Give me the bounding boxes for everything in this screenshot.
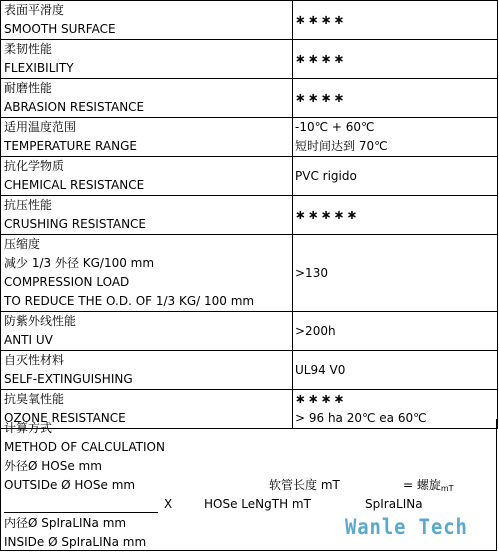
property-name-cn: 抗臭氧性能	[4, 392, 65, 406]
table-row	[1, 1, 498, 40]
property-label-cell	[1, 312, 293, 351]
property-value: PVC rigido	[295, 168, 357, 183]
table-row	[1, 312, 498, 351]
property-name-en: OZONE RESISTANCE	[4, 411, 126, 425]
property-name-en: CRUSHING RESISTANCE	[4, 217, 147, 231]
property-name-cn: 防紫外线性能	[4, 314, 77, 328]
property-subname-en: TO REDUCE THE O.D. OF 1/3 KG/ 100 mm	[4, 294, 255, 308]
table-row	[1, 351, 498, 390]
rating-stars: ∗∗∗∗	[295, 12, 347, 28]
property-name-cn: 压缩度	[4, 237, 41, 251]
inside-diameter-cn: 内径Ø SpIraLINa mm	[4, 516, 127, 530]
property-name-en: SELF-EXTINGUISHING	[4, 372, 133, 386]
property-value: UL94 V0	[295, 362, 346, 377]
spiral-en: SpIraLINa	[365, 497, 423, 511]
calc-title-cn: 计算方式	[4, 421, 53, 435]
inside-diameter-en: INSIDe Ø SpIraLINa mm	[4, 535, 147, 549]
rating-stars: ∗∗∗∗	[295, 90, 347, 106]
spec-table-body	[1, 1, 498, 429]
hose-length-en: HOSe LeNgTH mT	[204, 497, 311, 511]
spiral-unit-subscript: mT	[440, 484, 454, 493]
property-subname-cn: 减少 1/3 外径 KG/100 mm	[4, 256, 155, 270]
table-row	[1, 40, 498, 79]
property-value-cell	[293, 1, 498, 40]
property-value-note: 短时间达到 70℃	[295, 139, 388, 153]
table-row	[1, 235, 498, 312]
property-label-cell	[1, 40, 293, 79]
property-label-cell	[1, 79, 293, 118]
property-name-cn: 抗化学物质	[4, 159, 65, 173]
rating-stars: ∗∗∗∗∗	[295, 207, 360, 223]
outside-diameter-en: OUTSIDe Ø HOSe mm	[4, 478, 136, 492]
property-name-cn: 适用温度范围	[4, 120, 77, 134]
property-name-en: ABRASION RESISTANCE	[4, 100, 145, 114]
property-label-cell	[1, 157, 293, 196]
property-name-cn: 柔韧性能	[4, 42, 53, 56]
property-value: -10℃ + 60℃	[295, 120, 375, 134]
property-value-cell	[293, 118, 498, 157]
property-label-cell	[1, 351, 293, 390]
outside-diameter-cn: 外径Ø HOSe mm	[4, 459, 102, 473]
property-value-cell	[293, 312, 498, 351]
property-value-cell	[293, 351, 498, 390]
property-value-cell	[293, 157, 498, 196]
property-name-en: FLEXIBILITY	[4, 61, 74, 75]
table-row	[1, 79, 498, 118]
hose-length-cn: 软管长度 mT	[269, 478, 340, 492]
property-value-cell	[293, 196, 498, 235]
property-value: >200h	[295, 323, 336, 338]
table-row	[1, 196, 498, 235]
property-name-en: CHEMICAL RESISTANCE	[4, 178, 145, 192]
property-name-en: TEMPERATURE RANGE	[4, 139, 137, 153]
property-value-cell	[293, 79, 498, 118]
property-name-en: ANTI UV	[4, 333, 53, 347]
watermark-logo: Wanle Tech	[345, 515, 468, 539]
property-name-cn: 自灭性材料	[4, 353, 65, 367]
property-label-cell	[1, 235, 293, 312]
equals-spiral-text: = 螺旋	[403, 478, 441, 492]
table-row	[1, 157, 498, 196]
property-value: >130	[295, 265, 328, 280]
property-value-note: > 96 ha 20℃ ea 60℃	[295, 411, 427, 425]
property-name-cn: 抗压性能	[4, 198, 53, 212]
property-name-cn: 表面平滑度	[4, 3, 65, 17]
multiply-sign: X	[164, 497, 173, 511]
property-value-cell	[293, 40, 498, 79]
table-row	[1, 118, 498, 157]
rating-stars: ∗∗∗∗	[295, 51, 347, 67]
property-label-cell	[1, 196, 293, 235]
property-label-cell	[1, 118, 293, 157]
property-value-cell	[293, 235, 498, 312]
property-name-en: COMPRESSION LOAD	[4, 275, 130, 289]
property-name-cn: 耐磨性能	[4, 81, 53, 95]
fraction-line	[4, 512, 158, 513]
calc-title-en: METHOD OF CALCULATION	[4, 440, 165, 454]
property-name-en: SMOOTH SURFACE	[4, 22, 116, 36]
rating-stars: ∗∗∗∗	[295, 392, 347, 407]
property-label-cell	[1, 1, 293, 40]
